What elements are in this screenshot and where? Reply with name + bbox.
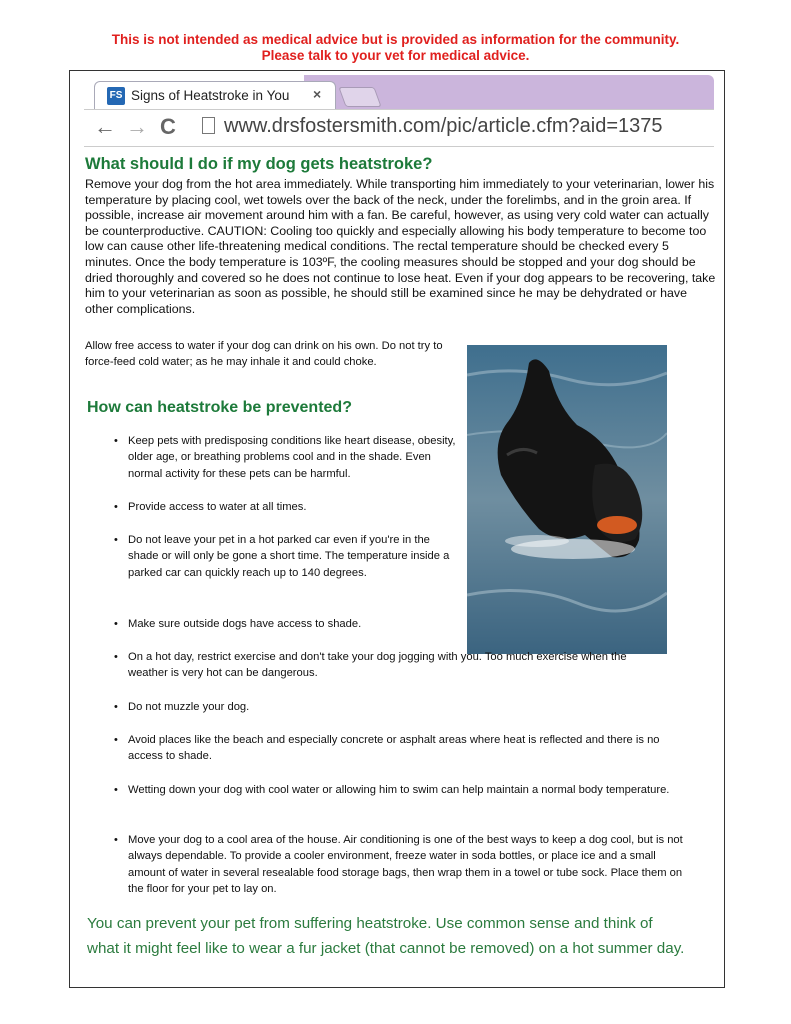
browser-screenshot-frame (69, 70, 725, 988)
address-bar[interactable] (190, 114, 708, 140)
list-item: • Provide access to water at all times. (128, 499, 458, 515)
paragraph-treatment: Remove your dog from the hot area immediately. While transporting him immediately to your veterinarian, lower his temperature by placing cool, wet towels over the back of the neck, under the forelimbs, and in the groin area. If possible, increase air movement around him with a fan. Be careful, however, as using very cold water can actually be counterproductive. CAUTION: Cooling too quickly and especially allowing his body temperature to become too low can cause other life-threatening medical conditions. The rectal temperature should be checked every 5 minutes. Once the body temperature is 103ºF, the cooling measures should be stopped and your dog should be dried thoroughly and covered so he does not continue to lose heat. Even if your dog appears to be recovering, take him to your veterinarian as soon as possible, he should still be examined since he may be dehydrated or have other complications. (85, 177, 716, 316)
disclaimer-line-1: This is not intended as medical advice but is provided as information for the community. (111, 32, 680, 47)
tab-title: Signs of Heatstroke in You (131, 88, 290, 103)
reload-icon[interactable]: C (160, 114, 176, 139)
new-tab-button[interactable] (338, 87, 381, 107)
disclaimer (0, 32, 791, 64)
heading-what-to-do: What should I do if my dog gets heatstroke? (85, 155, 433, 173)
page-icon (202, 117, 215, 134)
list-item: • Keep pets with predisposing conditions like heart disease, obesity, older age, or breathing problems cool and in the shade. Even normal activity for these pets can be harmful. (128, 433, 458, 482)
list-item: • Wetting down your dog with cool water or allowing him to swim can help maintain a normal body temperature. (128, 782, 678, 798)
list-item: • On a hot day, restrict exercise and don't take your dog jogging with you. Too much exercise when the weather is very hot can be dangerous. (128, 649, 668, 682)
forward-arrow-icon[interactable]: → (126, 114, 148, 139)
list-item: • Do not muzzle your dog. (128, 699, 668, 715)
browser-toolbar (84, 109, 714, 147)
heading-prevention: How can heatstroke be prevented? (87, 399, 352, 416)
dog-photo (467, 345, 667, 654)
list-item: • Move your dog to a cool area of the house. Air conditioning is one of the best ways to keep a dog cool, but is not always dependable. To provide a cooler environment, freeze water in soda bottles, or place ice and a small amount of water in several resealable food storage bags, then wrap them in a towel or tube sock. Place them on the floor for your pet to lay on. (128, 832, 684, 897)
url-text: www.drsfostersmith.com/pic/article.cfm?aid=1375 (224, 115, 663, 137)
list-item: • Avoid places like the beach and especially concrete or asphalt areas where heat is reflected and there is no access to shade. (128, 732, 678, 765)
back-arrow-icon[interactable]: ← (94, 114, 116, 139)
close-icon[interactable]: × (313, 86, 322, 102)
disclaimer-line-2: Please talk to your vet for medical advice. (261, 48, 530, 63)
browser-tab[interactable] (94, 81, 336, 109)
tab-strip (84, 75, 714, 109)
list-item: • Do not leave your pet in a hot parked car even if you're in the shade or will only be gone a short time. The temperature inside a parked car can quickly reach up to 140 degrees. (128, 532, 458, 581)
paragraph-water: Allow free access to water if your dog can drink on his own. Do not try to force-feed cold water; as he may inhale it and could choke. (85, 340, 443, 368)
closing-paragraph: You can prevent your pet from suffering heatstroke. Use common sense and think of what it might feel like to wear a fur jacket (that cannot be removed) on a hot summer day. (87, 915, 685, 957)
list-item: • Make sure outside dogs have access to shade. (128, 616, 458, 632)
favicon-icon: FS (107, 87, 125, 105)
